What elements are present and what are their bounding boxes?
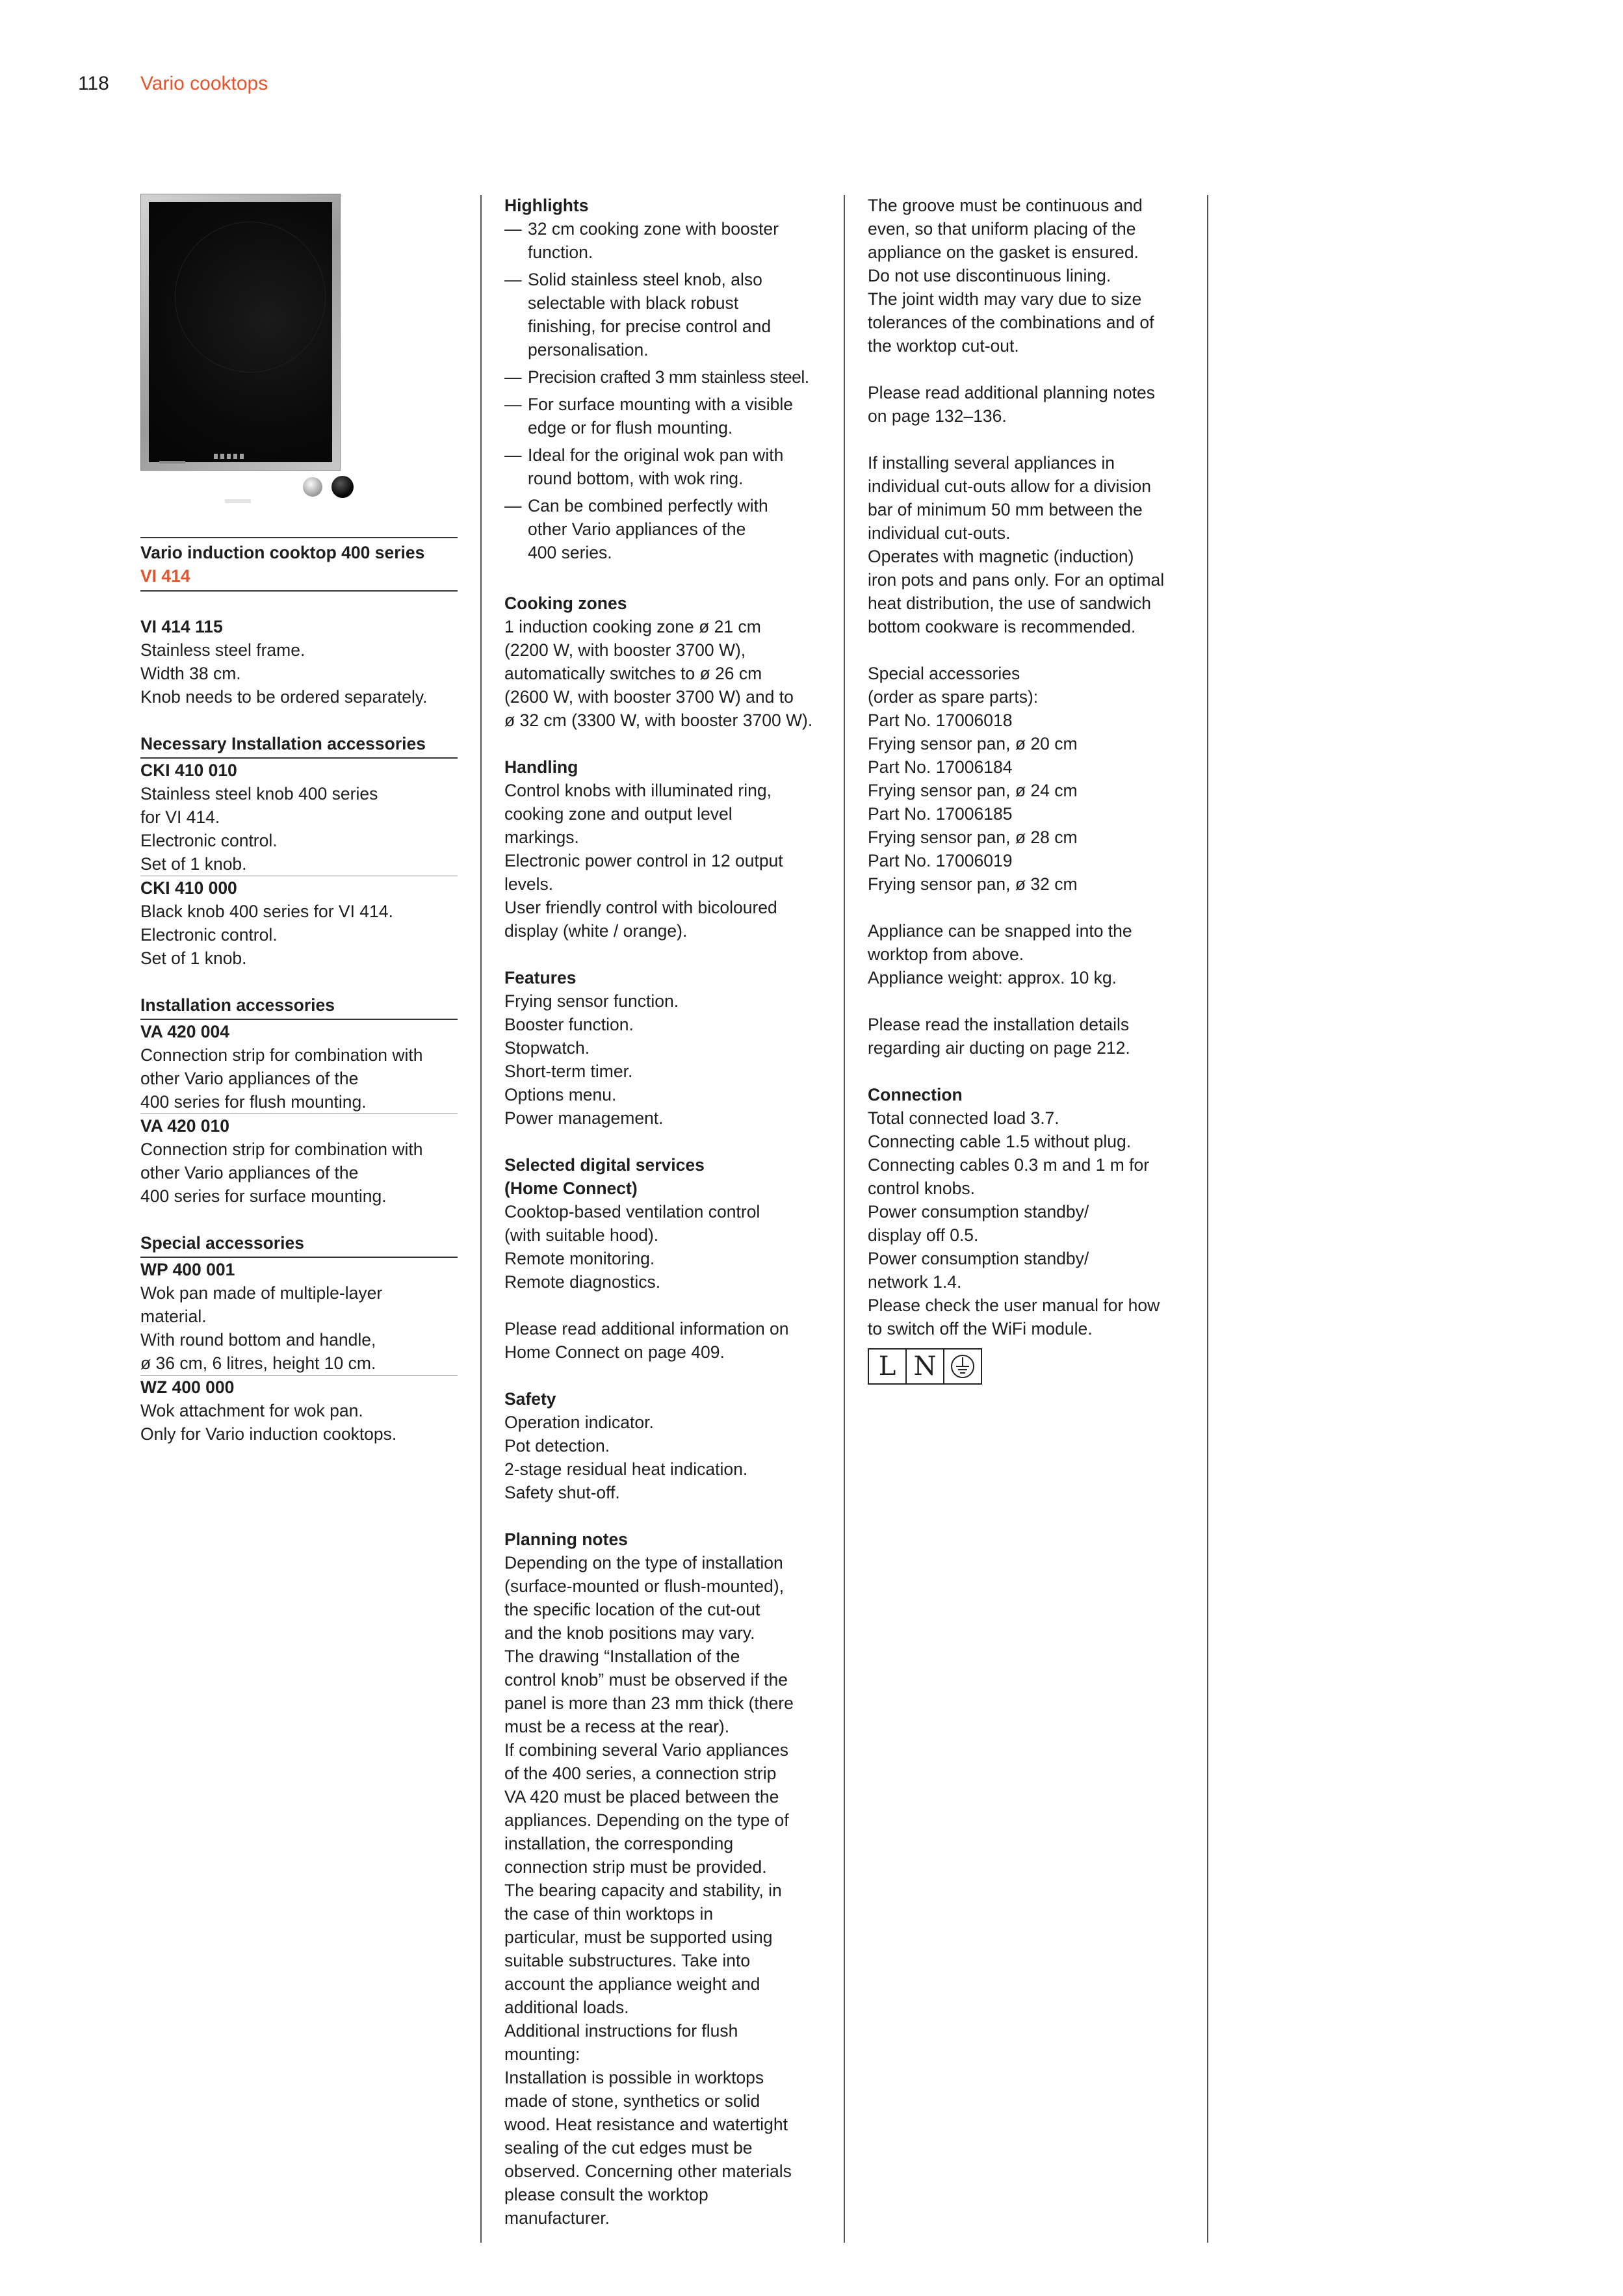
text-line: Special accessories [868, 664, 1020, 683]
safety-text: Operation indicator. Pot detection. 2-stage residual heat indication. Safety shut-off. [504, 1413, 748, 1502]
accessory-code: VA 420 010 [140, 1116, 230, 1136]
text-line: the case of thin worktops in [504, 1904, 714, 1924]
text-line: installation, the corresponding [504, 1834, 734, 1853]
column-divider [1207, 195, 1208, 2243]
text-line: made of stone, synthetics or solid [504, 2091, 760, 2111]
cooktop-illustration [140, 194, 341, 471]
accessory-item [140, 1375, 458, 1446]
text-line: must be a recess at the rear). [504, 1717, 730, 1736]
digital-heading: Selected digital services (Home Connect) [504, 1155, 705, 1198]
text-line: the specific location of the cut-out [504, 1600, 760, 1619]
text-line: manufacturer. [504, 2208, 610, 2228]
accessory-line: Set of 1 knob. [140, 854, 247, 874]
accessory-line: Stainless steel knob 400 series [140, 784, 378, 803]
column-product [140, 194, 458, 1446]
handling-heading: Handling [504, 757, 578, 777]
special-heading: Special accessories [140, 1231, 458, 1258]
glass-surface [149, 202, 332, 462]
text-line: Frying sensor pan, ø 20 cm [868, 734, 1078, 753]
text-line: tolerances of the combinations and of [868, 313, 1154, 332]
accessory-item [140, 1020, 458, 1114]
features-text: Frying sensor function. Booster function. Stopwatch. Short-term timer. Options menu. Power management. [504, 991, 679, 1128]
accessory-line: With round bottom and handle, [140, 1330, 376, 1350]
accessory-line: Connection strip for combination with [140, 1045, 423, 1065]
text-line: Part No. 17006019 [868, 851, 1013, 870]
running-head: Vario cooktops [140, 73, 268, 94]
planning-text [504, 1551, 829, 2230]
accessory-line: material. [140, 1307, 207, 1326]
accessory-item [140, 876, 458, 970]
text-line: Total connected load 3.7. [868, 1108, 1059, 1128]
variant-code: VI 414 115 [140, 617, 223, 636]
text-line: bar of minimum 50 mm between the [868, 500, 1143, 519]
text-line: The drawing “Installation of the [504, 1647, 740, 1666]
accessory-line: Only for Vario induction cooktops. [140, 1424, 397, 1444]
text-line: Please read additional planning notes [868, 383, 1155, 402]
column-details [504, 194, 829, 2230]
home-connect-note: Please read additional information on Home Connect on page 409. [504, 1319, 789, 1362]
text-line: control knob” must be observed if the [504, 1670, 788, 1689]
accessory-item [140, 1114, 458, 1208]
text-line: The joint width may vary due to size [868, 289, 1142, 309]
text-line: on page 132–136. [868, 406, 1007, 426]
text-line: Frying sensor pan, ø 24 cm [868, 781, 1078, 800]
product-title: Vario induction cooktop 400 series [140, 543, 425, 562]
brand-mark [159, 461, 185, 463]
text-line: mounting: [504, 2044, 580, 2064]
planning-ref-note [868, 381, 1193, 428]
accessory-item [140, 759, 458, 876]
text-line: appliances. Depending on the type of [504, 1810, 789, 1830]
text-line: the worktop cut-out. [868, 336, 1019, 356]
text-line: Connecting cable 1.5 without plug. [868, 1132, 1132, 1151]
text-line: Connecting cables 0.3 m and 1 m for [868, 1155, 1150, 1175]
text-line: Power consumption standby/ [868, 1249, 1089, 1268]
text-line: even, so that uniform placing of the [868, 219, 1136, 239]
text-line: Installation is possible in worktops [504, 2068, 764, 2087]
groove-note [868, 194, 1193, 358]
text-line: and the knob positions may vary. [504, 1623, 755, 1643]
connection-heading: Connection [868, 1085, 963, 1104]
accessory-line: 400 series for flush mounting. [140, 1092, 367, 1112]
accessory-line: Electronic control. [140, 831, 278, 850]
text-line: worktop from above. [868, 945, 1024, 964]
text-line: please consult the worktop [504, 2185, 708, 2204]
text-line: Do not use discontinuous lining. [868, 266, 1111, 285]
text-line: suitable substructures. Take into [504, 1951, 751, 1970]
earth-ground-icon [944, 1350, 981, 1383]
accessory-item [140, 1258, 458, 1375]
accessory-line: Connection strip for combination with [140, 1140, 423, 1159]
text-line: display off 0.5. [868, 1225, 979, 1245]
accessory-line: ø 36 cm, 6 litres, height 10 cm. [140, 1353, 376, 1373]
digital-text: Cooktop-based ventilation control (with suitable hood). Remote monitoring. Remote diagnostics. [504, 1202, 760, 1292]
cooking-zones-text: 1 induction cooking zone ø 21 cm (2200 W, with booster 3700 W), automatically switches to ø 26 cm (2600 W, with booster 3700 W) and to ø 32 cm (3300 W, with booster 3700 W). [504, 617, 813, 730]
text-line: Part No. 17006018 [868, 711, 1013, 730]
accessory-line: other Vario appliances of the [140, 1069, 359, 1088]
text-line: VA 420 must be placed between the [504, 1787, 779, 1807]
text-line: heat distribution, the use of sandwich [868, 594, 1152, 613]
text-line: appliance on the gasket is ensured. [868, 242, 1139, 262]
air-ducting-note [868, 1013, 1193, 1060]
variant-block [140, 615, 458, 709]
knob-label [225, 499, 251, 503]
cooktop-display [214, 441, 266, 449]
text-line: Appliance weight: approx. 10 kg. [868, 968, 1117, 987]
column-notes [868, 194, 1193, 1385]
variant-line: Width 38 cm. [140, 664, 241, 683]
highlight-item: — For surface mounting with a visible edge or for flush mounting. [504, 395, 793, 437]
highlights-list [504, 217, 829, 564]
accessory-line: for VI 414. [140, 807, 220, 827]
accessory-line: 400 series for surface mounting. [140, 1186, 387, 1206]
neutral-label: N [907, 1350, 944, 1383]
column-divider [844, 195, 845, 2243]
cooking-zone-marking [175, 222, 326, 372]
accessory-code: CKI 410 000 [140, 878, 237, 898]
spare-parts-note [868, 662, 1193, 896]
connection-text [868, 1106, 1193, 1340]
text-line: Part No. 17006184 [868, 757, 1013, 777]
page-number: 118 [78, 73, 109, 94]
text-line: regarding air ducting on page 212. [868, 1038, 1130, 1058]
text-line: individual cut-outs allow for a division [868, 476, 1151, 496]
highlight-item: — Precision crafted 3 mm stainless steel. [504, 367, 809, 387]
text-line: Part No. 17006185 [868, 804, 1013, 824]
text-line: Operates with magnetic (induction) [868, 547, 1134, 566]
text-line: observed. Concerning other materials [504, 2161, 792, 2181]
text-line: control knobs. [868, 1179, 975, 1198]
text-line: additional loads. [504, 1998, 629, 2017]
highlight-item: — Solid stainless steel knob, also selectable with black robust finishing, for precise control and personalisation. [504, 270, 772, 359]
highlight-item: — Ideal for the original wok pan with round bottom, with wok ring. [504, 445, 784, 488]
text-line: Appliance can be snapped into the [868, 921, 1132, 941]
planning-heading: Planning notes [504, 1530, 628, 1549]
column-divider [480, 195, 482, 2243]
installation-heading: Installation accessories [140, 993, 458, 1020]
stainless-knob-icon [303, 477, 322, 497]
product-image [140, 194, 458, 519]
accessory-line: other Vario appliances of the [140, 1163, 359, 1182]
product-code: VI 414 [140, 566, 190, 586]
cutout-note [868, 451, 1193, 638]
mounting-note [868, 919, 1193, 989]
cooking-zones-heading: Cooking zones [504, 594, 627, 613]
accessory-code: VA 420 004 [140, 1022, 230, 1041]
text-line: Please read the installation details [868, 1015, 1130, 1034]
electrical-connection-symbol [868, 1348, 982, 1385]
necessary-heading: Necessary Installation accessories [140, 732, 458, 759]
black-knob-icon [331, 476, 354, 498]
live-label: L [869, 1350, 907, 1383]
text-line: Additional instructions for flush [504, 2021, 738, 2041]
text-line: Please check the user manual for how [868, 1296, 1160, 1315]
text-line: The groove must be continuous and [868, 196, 1143, 215]
variant-line: Knob needs to be ordered separately. [140, 687, 428, 707]
text-line: Depending on the type of installation [504, 1553, 783, 1572]
text-line: bottom cookware is recommended. [868, 617, 1136, 636]
text-line: If installing several appliances in [868, 453, 1115, 473]
text-line: Frying sensor pan, ø 32 cm [868, 874, 1078, 894]
text-line: sealing of the cut edges must be [504, 2138, 753, 2158]
variant-line: Stainless steel frame. [140, 640, 305, 660]
text-line: The bearing capacity and stability, in [504, 1881, 782, 1900]
text-line: iron pots and pans only. For an optimal [868, 570, 1165, 590]
text-line: (order as spare parts): [868, 687, 1039, 707]
highlight-item: — Can be combined perfectly with other Vario appliances of the 400 series. [504, 496, 768, 562]
highlights-heading: Highlights [504, 196, 589, 215]
text-line: (surface-mounted or flush-mounted), [504, 1576, 785, 1596]
accessory-line: Black knob 400 series for VI 414. [140, 902, 393, 921]
text-line: to switch off the WiFi module. [868, 1319, 1093, 1338]
text-line: panel is more than 23 mm thick (there [504, 1693, 794, 1713]
text-line: particular, must be supported using [504, 1927, 773, 1947]
text-line: network 1.4. [868, 1272, 962, 1292]
product-title-block [140, 537, 458, 592]
text-line: If combining several Vario appliances [504, 1740, 788, 1760]
text-line: wood. Heat resistance and watertight [504, 2115, 788, 2134]
text-line: connection strip must be provided. [504, 1857, 767, 1877]
accessory-line: Set of 1 knob. [140, 948, 247, 968]
accessory-code: WP 400 001 [140, 1260, 235, 1279]
accessory-line: Electronic control. [140, 925, 278, 945]
text-line: account the appliance weight and [504, 1974, 760, 1994]
accessory-code: WZ 400 000 [140, 1377, 235, 1397]
safety-heading: Safety [504, 1389, 556, 1409]
accessory-line: Wok pan made of multiple-layer [140, 1283, 383, 1303]
text-line: individual cut-outs. [868, 523, 1011, 543]
features-heading: Features [504, 968, 577, 987]
highlight-item: — 32 cm cooking zone with booster function. [504, 219, 779, 262]
text-line: Frying sensor pan, ø 28 cm [868, 828, 1078, 847]
text-line: Power consumption standby/ [868, 1202, 1089, 1221]
accessory-line: Wok attachment for wok pan. [140, 1401, 363, 1420]
accessory-code: CKI 410 010 [140, 761, 237, 780]
text-line: of the 400 series, a connection strip [504, 1764, 777, 1783]
handling-text: Control knobs with illuminated ring, cooking zone and output level markings. Electronic power control in 12 output levels. User friendly control with bicoloured display (white / orange). [504, 781, 783, 941]
